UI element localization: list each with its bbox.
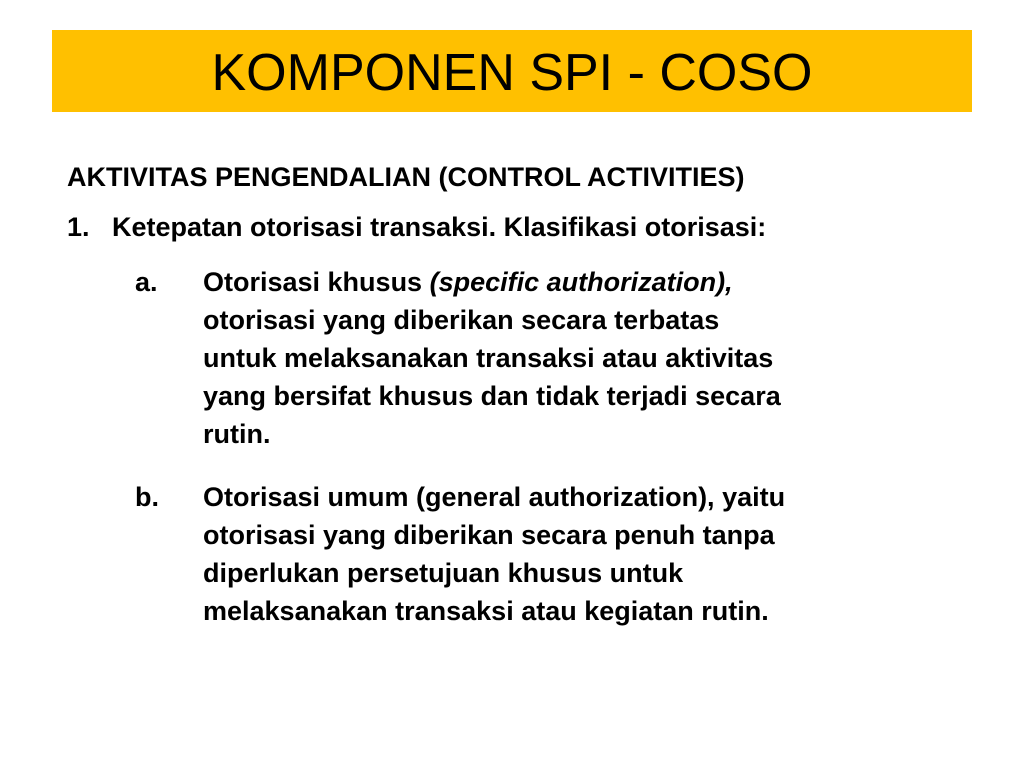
subitem-b-line: otorisasi yang diberikan secara penuh tanpa	[203, 520, 775, 550]
subitem-b-line: melaksanakan transaksi atau kegiatan rutin.	[203, 596, 769, 626]
slide-title: KOMPONEN SPI - COSO	[211, 44, 813, 102]
subitem-b-line: diperlukan persetujuan khusus untuk	[203, 558, 684, 588]
subitem-b-text	[203, 478, 983, 630]
subitem-b-line: Otorisasi umum (general authorization), yaitu	[203, 482, 786, 512]
subitem-a-prefix: Otorisasi khusus	[203, 267, 430, 297]
subitem-a-italic-term: (specific authorization),	[429, 267, 733, 297]
subitem-a-line: untuk melaksanakan transaksi atau aktivitas	[203, 343, 774, 373]
list-item-text: Ketepatan otorisasi transaksi. Klasifikasi otorisasi:	[112, 212, 767, 242]
subitem-b-marker: b.	[135, 482, 159, 512]
subitem-a-line: rutin.	[203, 419, 271, 449]
subitem-a-line: yang bersifat khusus dan tidak terjadi secara	[203, 381, 781, 411]
section-heading: AKTIVITAS PENGENDALIAN (CONTROL ACTIVITIES)	[67, 162, 745, 192]
subitem-a-line	[203, 263, 983, 301]
list-item-number: 1.	[67, 212, 90, 242]
subitem-a-text	[203, 263, 983, 453]
subitem-a-line: otorisasi yang diberikan secara terbatas	[203, 305, 720, 335]
subitem-a-marker: a.	[135, 267, 158, 297]
